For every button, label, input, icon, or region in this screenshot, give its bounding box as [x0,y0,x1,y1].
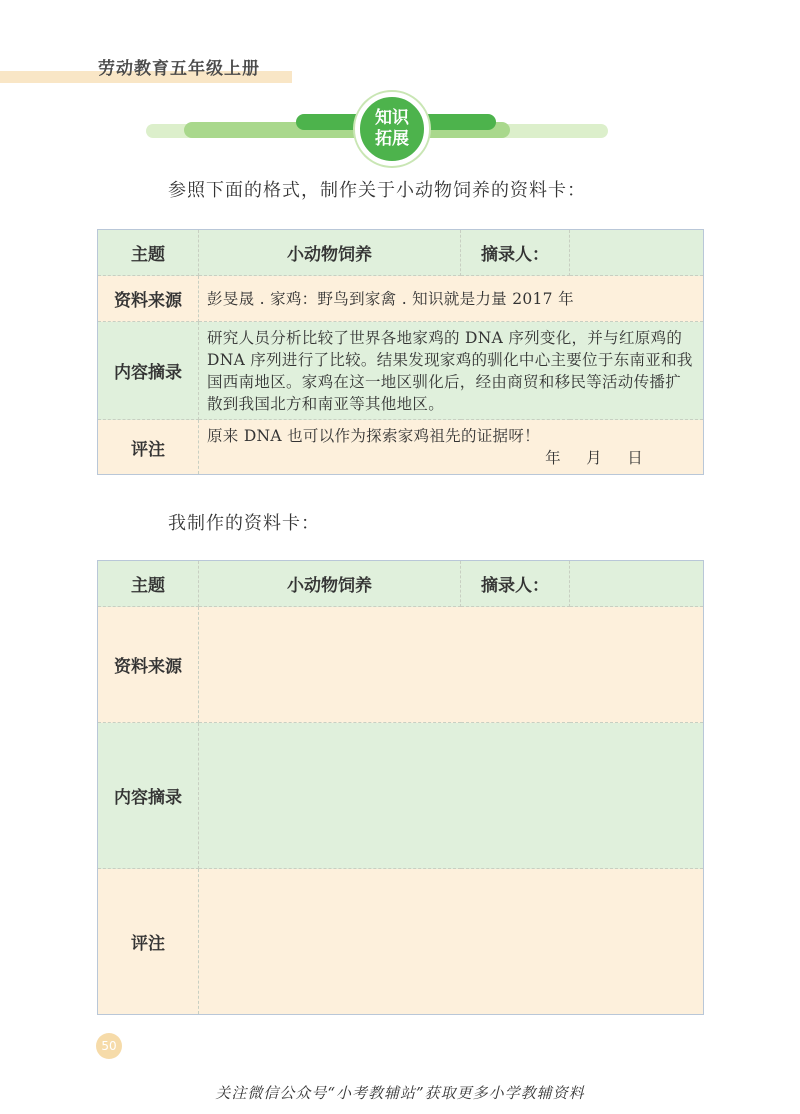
comment-label: 评注 [98,420,199,475]
my-recorder-field[interactable] [570,561,704,607]
example-info-card [97,229,704,475]
example-topic-row [98,230,704,276]
comment-cell [199,420,704,475]
example-comment-row [98,420,704,475]
my-topic-row [98,561,704,607]
my-recorder-label: 摘录人： [461,561,570,607]
my-source-row [98,607,704,723]
footer-watermark: 关注微信公众号“小考教辅站”获取更多小学教辅资料 [215,1084,585,1102]
knowledge-extension-badge [355,92,429,166]
my-topic-label: 主题 [98,561,199,607]
comment-value: 原来 DNA 也可以作为探索家鸡祖先的证据呀！ [207,427,540,445]
badge-line-1: 知识 [375,108,409,128]
recorder-label: 摘录人： [461,230,570,276]
my-excerpt-row [98,723,704,869]
my-topic-value: 小动物饲养 [199,561,461,607]
my-excerpt-label: 内容摘录 [98,723,199,869]
intro-instruction: 参照下面的格式，制作关于小动物饲养的资料卡： [168,180,586,201]
my-source-field[interactable] [199,607,704,723]
topic-label: 主题 [98,230,199,276]
recorder-value [570,230,704,276]
my-card-heading: 我制作的资料卡： [168,513,320,534]
my-source-label: 资料来源 [98,607,199,723]
source-value: 彭旻晟 . 家鸡：野鸟到家禽 . 知识就是力量 2017 年 [199,276,704,322]
excerpt-value: 研究人员分析比较了世界各地家鸡的 DNA 序列变化，并与红原鸡的 DNA 序列进行了比较。结果发现家鸡的驯化中心主要位于东南亚和我国西南地区。家鸡在这一地区驯化后，经由商贸和移民等活动传播扩散到我国北方和南亚等其他地区。 [199,322,704,420]
example-source-row [98,276,704,322]
my-comment-label: 评注 [98,869,199,1015]
my-excerpt-field[interactable] [199,723,704,869]
my-info-card [97,560,704,1015]
badge-line-2: 拓展 [375,129,409,149]
page-number: 50 [96,1033,122,1059]
book-title: 劳动教育五年级上册 [98,59,260,79]
source-label: 资料来源 [98,276,199,322]
example-excerpt-row [98,322,704,420]
date-line: 年 月 日 [545,449,643,467]
my-comment-row [98,869,704,1015]
my-comment-field[interactable] [199,869,704,1015]
topic-value: 小动物饲养 [199,230,461,276]
excerpt-label: 内容摘录 [98,322,199,420]
